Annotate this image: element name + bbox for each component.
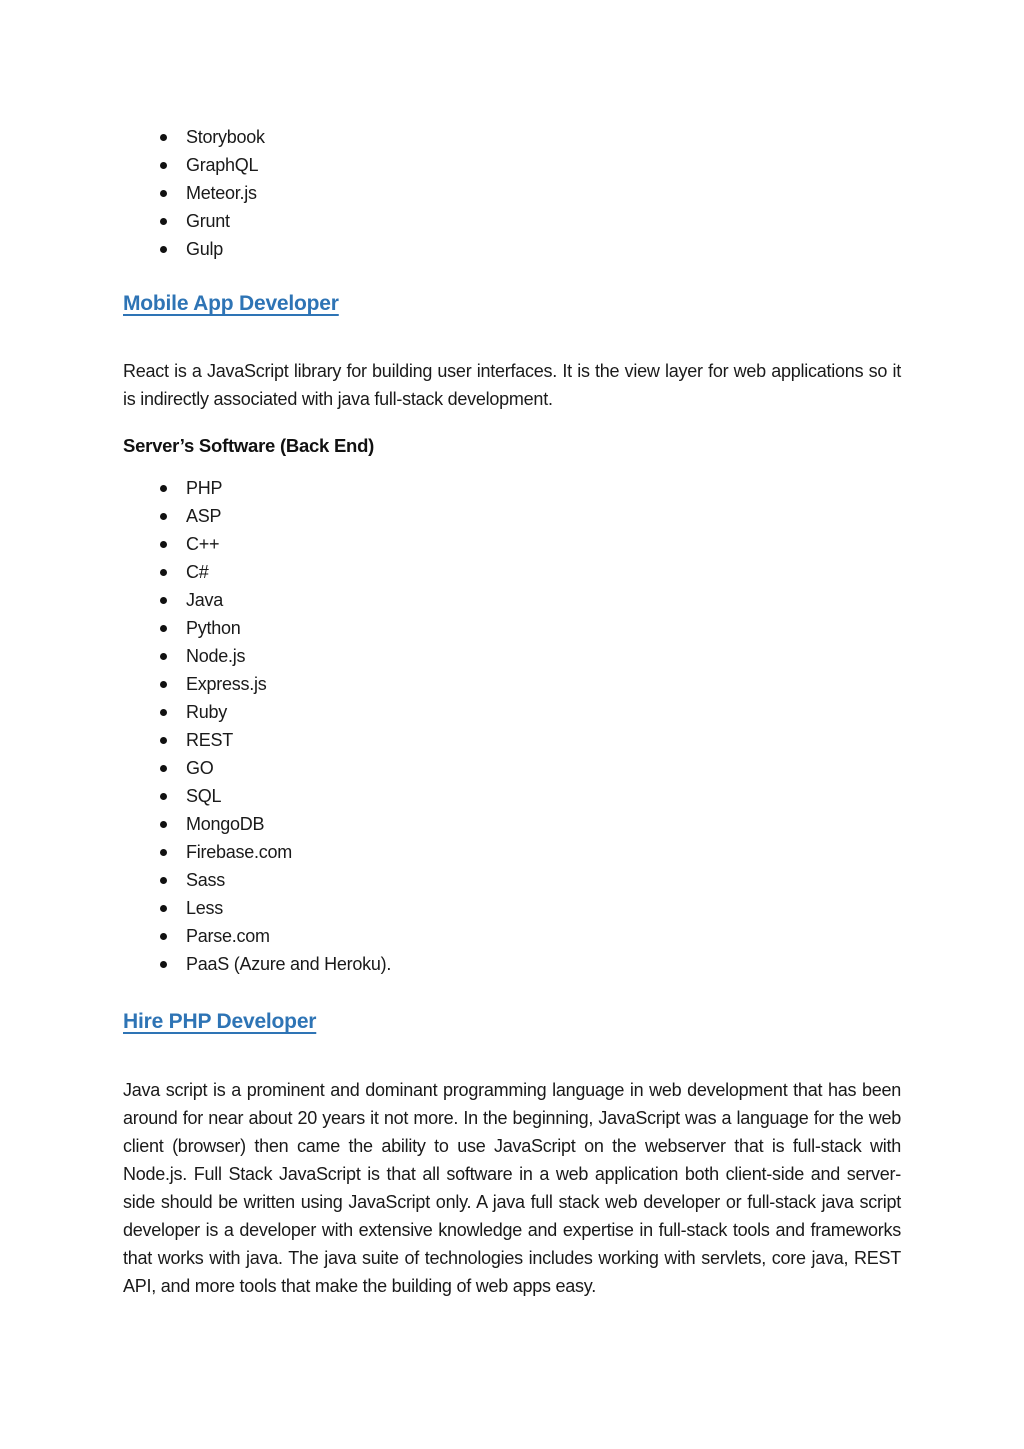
- list-item: [123, 502, 901, 530]
- list-item: [123, 642, 901, 670]
- bullet-icon: [160, 625, 167, 632]
- hire-php-developer-heading-link[interactable]: Hire PHP Developer: [123, 1010, 317, 1033]
- list-item: [123, 207, 901, 235]
- bullet-icon: [160, 877, 167, 884]
- list-item-label: Node.js: [186, 646, 246, 666]
- list-item-label: Storybook: [186, 127, 265, 147]
- list-item: [123, 474, 901, 502]
- list-item: [123, 922, 901, 950]
- bullet-icon: [160, 821, 167, 828]
- list-item: [123, 670, 901, 698]
- list-item-label: MongoDB: [186, 814, 265, 834]
- list-item-label: Sass: [186, 870, 226, 890]
- bullet-icon: [160, 513, 167, 520]
- list-item: [123, 235, 901, 263]
- list-item-label: Parse.com: [186, 926, 270, 946]
- list-item: [123, 179, 901, 207]
- list-item: [123, 558, 901, 586]
- list-item: [123, 782, 901, 810]
- bullet-icon: [160, 905, 167, 912]
- react-paragraph: React is a JavaScript library for building user interfaces. It is the view layer for web applications so it is indirectly associated with java full-stack development.: [123, 361, 901, 409]
- list-item-label: Express.js: [186, 674, 267, 694]
- list-item: [123, 866, 901, 894]
- server-software-subheading: Server’s Software (Back End): [123, 435, 375, 456]
- frontend-tools-list: [123, 123, 901, 263]
- list-item-label: GO: [186, 758, 214, 778]
- bullet-icon: [160, 765, 167, 772]
- bullet-icon: [160, 681, 167, 688]
- bullet-icon: [160, 246, 167, 253]
- list-item-label: Meteor.js: [186, 183, 257, 203]
- bullet-icon: [160, 541, 167, 548]
- list-item: [123, 810, 901, 838]
- list-item-label: PHP: [186, 478, 223, 498]
- list-item: [123, 838, 901, 866]
- list-item-label: Grunt: [186, 211, 230, 231]
- bullet-icon: [160, 849, 167, 856]
- list-item: [123, 698, 901, 726]
- bullet-icon: [160, 485, 167, 492]
- bullet-icon: [160, 134, 167, 141]
- list-item-label: SQL: [186, 786, 222, 806]
- list-item-label: PaaS (Azure and Heroku).: [186, 954, 392, 974]
- list-item-label: Java: [186, 590, 224, 610]
- list-item-label: C++: [186, 534, 220, 554]
- bullet-icon: [160, 569, 167, 576]
- bullet-icon: [160, 793, 167, 800]
- bullet-icon: [160, 162, 167, 169]
- bullet-icon: [160, 190, 167, 197]
- list-item-label: Firebase.com: [186, 842, 293, 862]
- bullet-icon: [160, 961, 167, 968]
- list-item-label: Less: [186, 898, 224, 918]
- list-item: [123, 151, 901, 179]
- list-item-label: C#: [186, 562, 209, 582]
- bullet-icon: [160, 737, 167, 744]
- java-fullstack-paragraph: Java script is a prominent and dominant programming language in web development that has been around for near about 20 years it not more. In the beginning, JavaScript was a language for the web client (browser) then came the ability to use JavaScript on the webserver that is full-stack with Node.js. Full Stack JavaScript is that all software in a web application both client-side and server-side should be written using JavaScript only. A java full stack web developer or full-stack java script developer is a developer with extensive knowledge and expertise in full-stack tools and frameworks that works with java. The java suite of technologies includes working with servlets, core java, REST API, and more tools that make the building of web apps easy.: [123, 1080, 901, 1296]
- bullet-icon: [160, 597, 167, 604]
- list-item: [123, 123, 901, 151]
- backend-software-list: [123, 474, 901, 978]
- list-item: [123, 586, 901, 614]
- bullet-icon: [160, 218, 167, 225]
- list-item-label: Ruby: [186, 702, 228, 722]
- list-item: [123, 950, 901, 978]
- list-item-label: Python: [186, 618, 241, 638]
- list-item: [123, 614, 901, 642]
- list-item-label: REST: [186, 730, 234, 750]
- bullet-icon: [160, 709, 167, 716]
- list-item-label: ASP: [186, 506, 222, 526]
- list-item: [123, 754, 901, 782]
- list-item-label: GraphQL: [186, 155, 259, 175]
- mobile-app-developer-heading-link[interactable]: Mobile App Developer: [123, 292, 339, 315]
- list-item: [123, 726, 901, 754]
- list-item-label: Gulp: [186, 239, 224, 259]
- list-item: [123, 894, 901, 922]
- bullet-icon: [160, 653, 167, 660]
- list-item: [123, 530, 901, 558]
- bullet-icon: [160, 933, 167, 940]
